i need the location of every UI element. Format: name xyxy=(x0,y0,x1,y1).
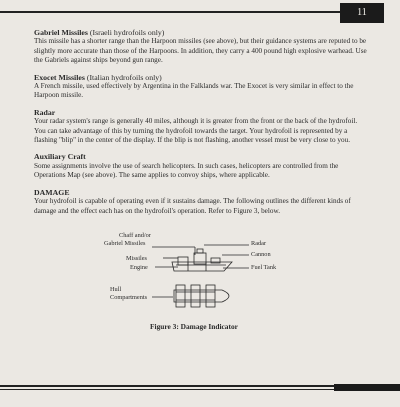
label-chaff: Chaff and/or xyxy=(119,232,151,239)
heading-title: Exocet Missiles xyxy=(34,72,85,82)
label-radar: Radar xyxy=(251,240,267,247)
ship-side-hull xyxy=(172,262,232,271)
section-body: Your hydrofoil is capable of operating even if it sustains damage. The following outlines the different kinds of damage and the effect each has on the hydrofoil's operation. Refer to Figure 3, below. xyxy=(34,197,351,215)
heading-title: Gabriel Missiles xyxy=(34,28,88,37)
bottom-rule-thin xyxy=(0,389,340,390)
top-compartment-3 xyxy=(206,285,215,307)
label-cannon: Cannon xyxy=(251,251,271,258)
label-missiles: Missiles xyxy=(126,255,147,262)
page-number: 11 xyxy=(340,3,384,23)
section-body: This missile has a shorter range than the Harpoon missiles (see above), but their guidance systems are reputed to be slightly more accurate than those of the Harpoons. In addition, they carry a 400 pound high explosive warhead. Use the Gabriels against ships beyond gun range. xyxy=(34,37,367,65)
heading-subtitle: (Italian hydrofoils only) xyxy=(86,72,162,82)
bottom-bar xyxy=(334,384,400,391)
heading-title: Radar xyxy=(34,107,56,117)
label-engine: Engine xyxy=(130,264,148,271)
top-compartment-2 xyxy=(191,285,200,307)
side-missile-box xyxy=(178,257,188,265)
label-compartments: Compartments xyxy=(110,294,148,301)
label-fuel-tank: Fuel Tank xyxy=(251,264,277,271)
top-compartment-1 xyxy=(176,285,185,307)
heading-subtitle: (Israeli hydrofoils only) xyxy=(89,28,165,37)
bottom-rule xyxy=(0,385,340,387)
label-hull: Hull xyxy=(110,286,122,293)
side-radar-mast xyxy=(197,249,203,253)
section-body: Some assignments involve the use of search helicopters. In such cases, helicopters are controlled from the Operations Map (see above). The same applies to convoy ships, where applicable. xyxy=(34,161,339,180)
figure-caption: Figure 3: Damage Indicator xyxy=(150,322,238,331)
heading-title: DAMAGE xyxy=(34,187,70,197)
section-body: A French missile, used effectively by Argentina in the Falklands war. The Exocet is very similar in effect to the Harpoon missile. xyxy=(34,82,354,100)
section-body: Your radar system's range is generally 40 miles, although it is greater from the front or the back of the hydrofoil. You can take advantage of this by turning the hydrofoil towards the target. Your hydrofoil is represented by a flashing "blip" in the center of the display. If the blip is not flashing, another vessel must be very close to you. xyxy=(34,117,358,145)
heading-title: Auxiliary Craft xyxy=(34,152,86,162)
label-gabriel-missiles: Gabriel Missiles xyxy=(104,240,146,247)
